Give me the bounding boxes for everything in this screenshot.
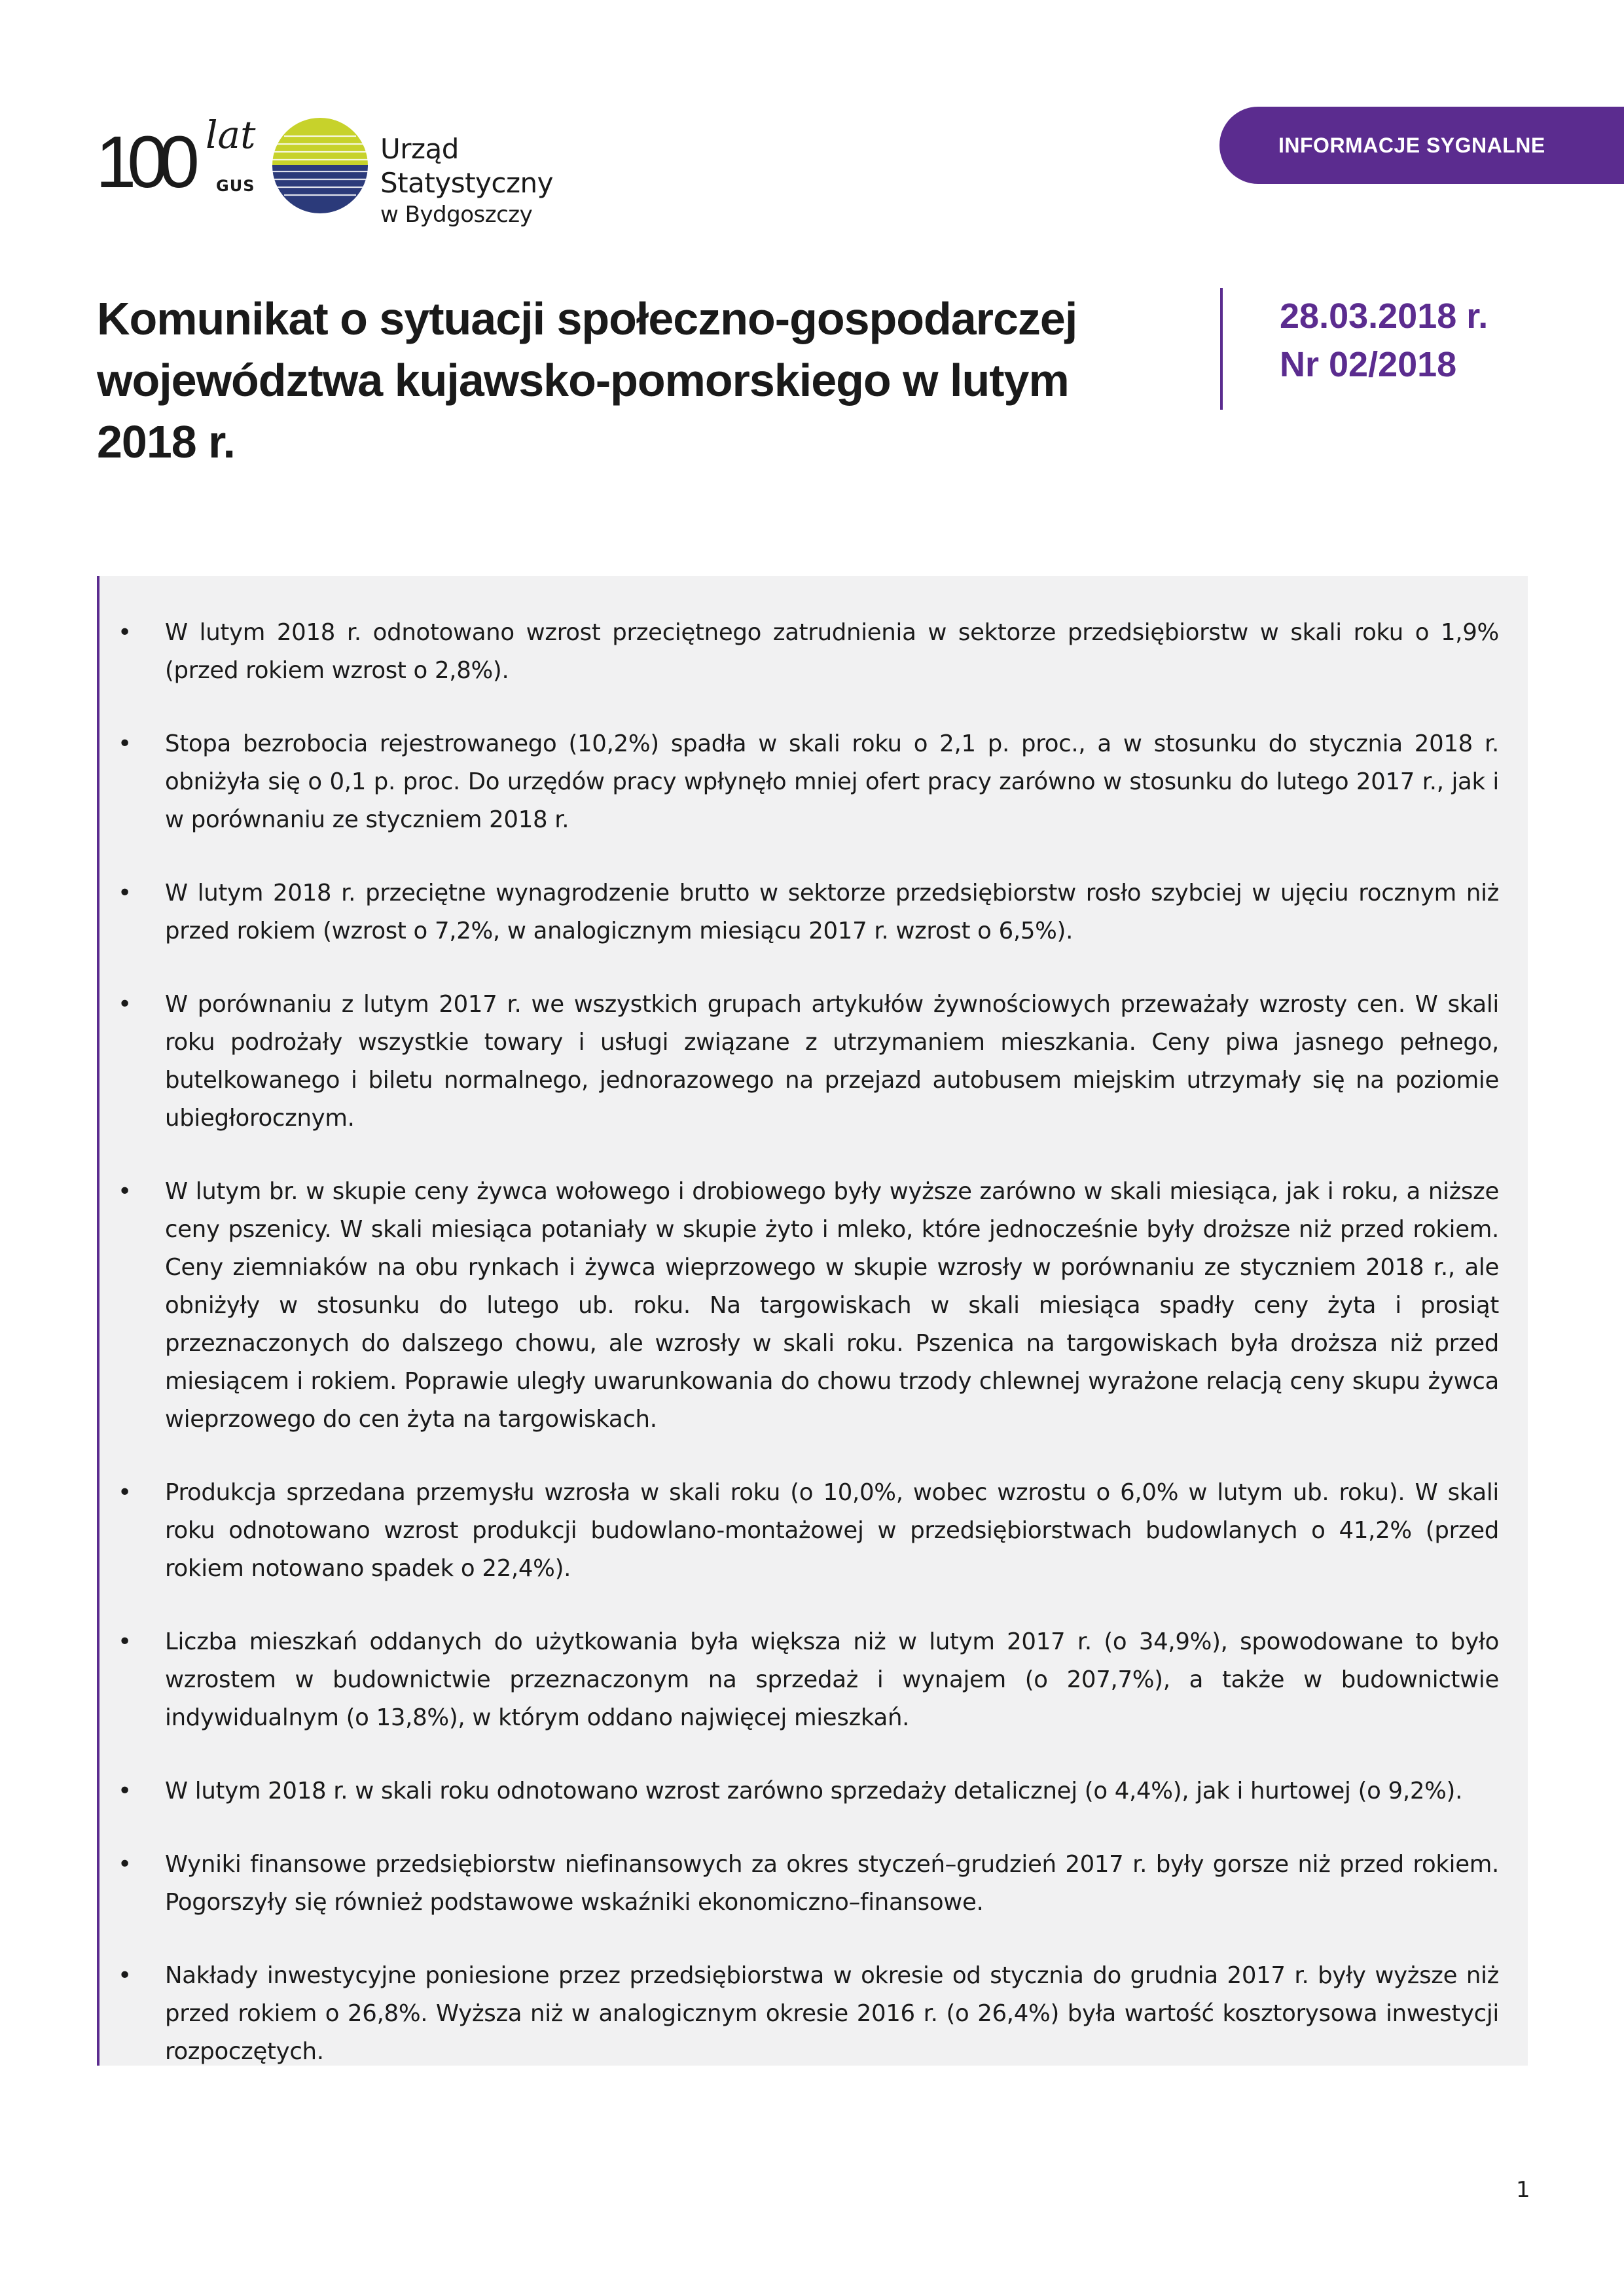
summary-item-text: Nakłady inwestycyjne poniesione przez przedsiębiorstwa w okresie od stycznia do grudnia 2017 r. były wyższe niż przed rokiem o 26,8%. Wyższa niż w analogicznym okresie 2016 r. (o 26,4%) była wartość kosztorysowa inwestycji rozpoczętych. [165,1962,1499,2065]
bullet-icon: • [118,1962,132,1989]
statistics-office-emblem-icon [271,117,369,215]
page-number: 1 [1516,2177,1530,2203]
title-divider [1220,288,1223,410]
summary-item [99,1846,1528,1922]
gus-logo [96,111,593,228]
summary-list [99,614,1528,2106]
summary-item [99,614,1528,690]
summary-item-text: W porównaniu z lutym 2017 r. we wszystkich grupach artykułów żywnościowych przeważały wzrosty cen. W skali roku podrożały wszystkie towary i usługi związane z utrzymaniem mieszkania. Ceny piwa jasnego pełnego, butelkowanego i biletu normalnego, jednorazowego na przejazd autobusem miejskim utrzymały się na poziomie ubiegłorocznym. [165,991,1499,1132]
bullet-icon: • [118,619,132,646]
summary-item [99,1623,1528,1737]
summary-item-text: Liczba mieszkań oddanych do użytkowania była większa niż w lutym 2017 r. (o 34,9%), spowodowane to było wzrostem w budownictwie przeznaczonym na sprzedaż i wynajem (o 207,7%), a także w budownictwie indywidualnym (o 13,8%), w którym oddano najwięcej mieszkań. [165,1628,1499,1731]
bullet-icon: • [118,1628,132,1655]
summary-item [99,986,1528,1138]
summary-item [99,725,1528,839]
bullet-icon: • [118,991,132,1018]
logo-lat-text: lat [206,113,256,157]
summary-box [97,576,1528,2066]
logo-100-text: 100 [96,121,190,203]
bullet-icon: • [118,1851,132,1878]
summary-item [99,874,1528,950]
summary-item-text: W lutym 2018 r. przeciętne wynagrodzenie brutto w sektorze przedsiębiorstw rosło szybciej w ujęciu rocznym niż przed rokiem (wzrost o 7,2%, w analogicznym miesiącu 2017 r. wzrost o 6,5%). [165,880,1499,944]
release-date: 28.03.2018 r. [1280,296,1489,336]
logo-gus-text: GUS [216,177,255,195]
summary-item [99,1474,1528,1588]
organization-name-line1: Urząd Statystyczny [380,133,554,199]
bullet-icon: • [118,880,132,906]
summary-item-text: Wyniki finansowe przedsiębiorstw niefinansowych za okres styczeń–grudzień 2017 r. były gorsze niż przed rokiem. Pogorszyły się również podstawowe wskaźniki ekonomiczno–finansowe. [165,1851,1499,1916]
bullet-icon: • [118,1778,132,1804]
summary-item-text: W lutym br. w skupie ceny żywca wołowego i drobiowego były wyższe zarówno w skali miesiąca, jak i roku, a niższe ceny pszenicy. W skali miesiąca potaniały w skupie żyto i mleko, które jednocześnie były droższe niż przed rokiem. Ceny ziemniaków na obu rynkach i żywca wieprzowego w skupie wzrosły w porównaniu ze styczniem 2018 r., ale obniżyły w stosunku do lutego ub. roku. Na targowiskach w skali miesiąca spadły ceny żyta i prosiąt przeznaczonych do dalszego chowu, ale wzrosły w skali roku. Pszenica na targowiskach była droższa niż przed miesiącem i rokiem. Poprawie uległy uwarunkowania do chowu trzody chlewnej wyrażone relacją ceny skupu żywca wieprzowego do cen żyta na targowiskach. [165,1178,1499,1433]
summary-item-text: Produkcja sprzedana przemysłu wzrosła w skali roku (o 10,0%, wobec wzrostu o 6,0% w lutym ub. roku). W skali roku odnotowano wzrost produkcji budowlano-montażowej w przedsiębiorstwach budowlanych o 41,2% (przed rokiem notowano spadek o 22,4%). [165,1479,1499,1582]
bullet-icon: • [118,730,132,757]
organization-name-line2: w Bydgoszczy [380,202,533,228]
organization-name [380,132,593,229]
summary-item [99,1772,1528,1810]
summary-item-text: W lutym 2018 r. odnotowano wzrost przeciętnego zatrudnienia w sektorze przedsiębiorstw w skali roku o 1,9% (przed rokiem wzrost o 2,8%). [165,619,1499,684]
summary-item-text: W lutym 2018 r. w skali roku odnotowano wzrost zarówno sprzedaży detalicznej (o 4,4%), jak i hurtowej (o 9,2%). [165,1778,1463,1804]
bullet-icon: • [118,1479,132,1506]
release-number: Nr 02/2018 [1280,345,1457,384]
summary-item-text: Stopa bezrobocia rejestrowanego (10,2%) spadła w skali roku o 2,1 p. proc., a w stosunku do stycznia 2018 r. obniżyła się o 0,1 p. proc. Do urzędów pracy wpłynęło mniej ofert pracy zarówno w stosunku do lutego 2017 r., jak i w porównaniu ze styczniem 2018 r. [165,730,1499,833]
summary-item [99,1957,1528,2071]
bullet-icon: • [118,1178,132,1205]
summary-item [99,1173,1528,1439]
publication-type-badge: INFORMACJE SYGNALNE [1219,107,1624,184]
document-title: Komunikat o sytuacji społeczno-gospodarczej województwa kujawsko-pomorskiego w lutym 2018 r. [97,293,1077,467]
